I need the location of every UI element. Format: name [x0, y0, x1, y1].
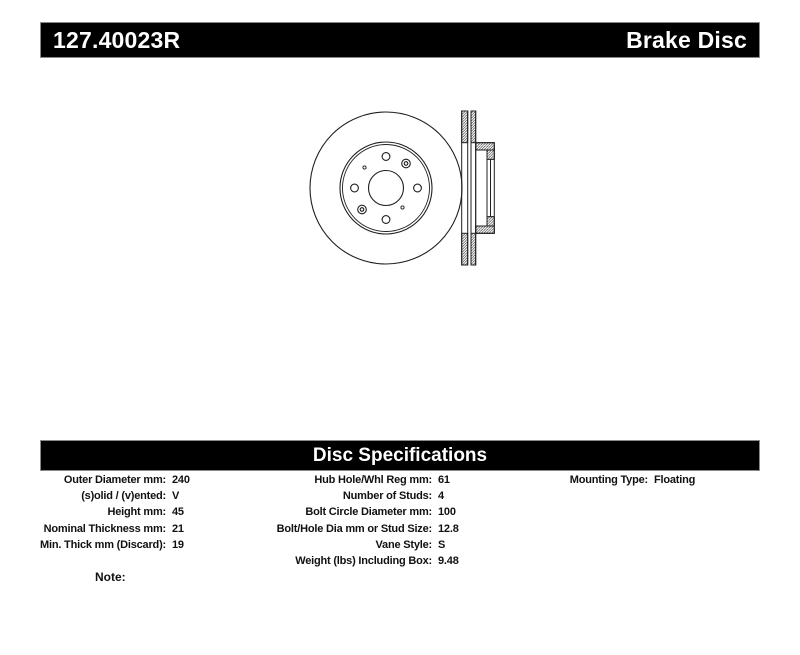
- small-hole: [401, 206, 404, 209]
- spec-value: Floating: [654, 474, 696, 486]
- flange-section-hatch: [487, 217, 494, 226]
- center-hub-hole: [369, 171, 404, 206]
- screw-hole-outer: [358, 205, 367, 214]
- spec-label: Hub Hole/Whl Reg mm:: [314, 474, 432, 486]
- stud-hole: [382, 216, 390, 224]
- spec-section-bar: [40, 440, 760, 471]
- spec-value: 240: [172, 474, 190, 486]
- note-label: Note:: [95, 570, 126, 584]
- brake-disc-technical-drawing: [296, 96, 501, 278]
- spec-value: 9.48: [438, 554, 459, 567]
- plate-section-hatch: [471, 233, 476, 265]
- spec-row: [262, 539, 522, 555]
- spec-row: [540, 474, 770, 490]
- spec-label: Bolt/Hole Dia mm or Stud Size:: [276, 522, 432, 535]
- spec-label: Min. Thick mm (Discard):: [40, 538, 166, 551]
- small-hole: [363, 166, 366, 169]
- spec-value: 21: [172, 522, 184, 535]
- spec-column-type: [540, 474, 770, 490]
- screw-hole-inner: [360, 208, 364, 212]
- spec-label: Weight (lbs) Including Box:: [295, 554, 432, 567]
- spec-row: [262, 490, 522, 506]
- plate-section-hatch: [462, 111, 468, 143]
- part-number: 127.40023R: [53, 26, 181, 53]
- spec-row: [262, 474, 522, 490]
- spec-label: (s)olid / (v)ented:: [81, 490, 166, 503]
- spec-value: 61: [438, 474, 450, 486]
- spec-column-dimensions: [40, 474, 272, 555]
- disc-front-view: [310, 112, 462, 264]
- spec-value: 19: [172, 538, 184, 551]
- header-bar: [40, 22, 760, 58]
- spec-row: [40, 523, 272, 539]
- spec-label: Outer Diameter mm:: [63, 474, 166, 486]
- spec-row: [40, 474, 272, 490]
- spec-row: [40, 539, 272, 555]
- spec-row: [40, 490, 272, 506]
- spec-value: 100: [438, 506, 456, 519]
- spec-value: V: [172, 490, 180, 503]
- spec-row: [262, 555, 522, 571]
- plate-section-hatch: [471, 111, 476, 143]
- spec-label: Number of Studs:: [342, 490, 432, 503]
- hat-wall-hatch: [476, 143, 495, 150]
- spec-section-title: Disc Specifications: [312, 444, 488, 466]
- spec-label: Vane Style:: [375, 538, 432, 551]
- hat-inner-circle: [343, 145, 430, 232]
- spec-row: [262, 523, 522, 539]
- plate-section-hatch: [462, 233, 468, 265]
- flange-section-hatch: [487, 150, 494, 159]
- stud-hole: [351, 184, 359, 192]
- hat-outer-circle: [340, 142, 432, 234]
- spec-label: Mounting Type:: [569, 474, 648, 486]
- screw-hole-inner: [404, 162, 408, 166]
- spec-column-mounting: [262, 474, 522, 571]
- spec-row: [40, 506, 272, 522]
- hat-wall-hatch: [476, 226, 495, 233]
- disc-cross-section-view: [462, 111, 495, 265]
- spec-label: Nominal Thickness mm:: [43, 522, 166, 535]
- screw-hole-outer: [402, 159, 411, 168]
- product-type-title: Brake Disc: [626, 26, 747, 53]
- stud-hole: [414, 184, 422, 192]
- disc-outer-edge: [310, 112, 462, 264]
- spec-label: Height mm:: [107, 506, 166, 519]
- spec-row: [262, 506, 522, 522]
- spec-label: Bolt Circle Diameter mm:: [305, 506, 432, 519]
- spec-value: 4: [438, 490, 444, 503]
- spec-value: 45: [172, 506, 184, 519]
- spec-value: 12.8: [438, 522, 459, 535]
- stud-hole: [382, 153, 390, 161]
- spec-value: S: [438, 538, 446, 551]
